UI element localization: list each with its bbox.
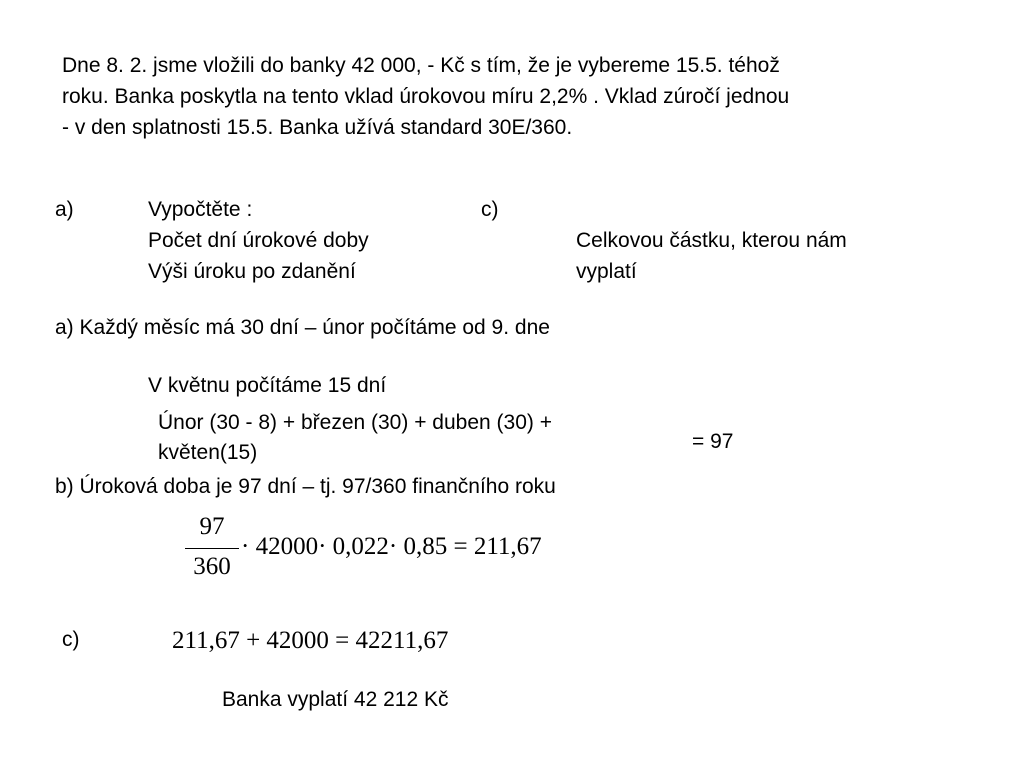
task-c-marker: c) <box>481 198 499 221</box>
solution-a-may-note: V květnu počítáme 15 dní <box>148 374 387 397</box>
problem-line-2: roku. Banka poskytla na tento vklad úrokovou míru 2,2% . Vklad zúročí jednou <box>62 85 790 108</box>
task-c-line-1: Celkovou částku, kterou nám <box>576 229 847 252</box>
solution-a-heading: a) Každý měsíc má 30 dní – únor počítáme od 9. dne <box>55 316 550 339</box>
solution-a-sum-line-2: květen(15) <box>158 441 258 464</box>
total-equation: 211,67 + 42000 = 42211,67 <box>172 627 449 654</box>
problem-line-1: Dne 8. 2. jsme vložili do banky 42 000, - Kč s tím, že je vybereme 15.5. téhož <box>62 54 780 77</box>
problem-line-3: - v den splatnosti 15.5. Banka užívá standard 30E/360. <box>62 116 573 139</box>
interest-equation: · 42000· 0,022· 0,85 = 211,67 <box>241 533 542 560</box>
task-a-heading: Vypočtěte : <box>148 198 253 221</box>
task-a-marker: a) <box>55 198 74 221</box>
solution-a-result: = 97 <box>692 430 734 453</box>
task-c-line-2: vyplatí <box>576 260 637 283</box>
final-answer: Banka vyplatí 42 212 Kč <box>222 688 449 711</box>
solution-c-marker: c) <box>62 628 80 651</box>
fraction-numerator: 97 <box>199 513 225 540</box>
task-a-item-interest: Výši úroku po zdanění <box>148 260 356 283</box>
solution-b-heading: b) Úroková doba je 97 dní – tj. 97/360 finančního roku <box>55 475 556 498</box>
fraction-bar <box>185 548 239 549</box>
problem-statement <box>62 50 789 143</box>
solution-a-sum-line-1: Únor (30 - 8) + březen (30) + duben (30) + <box>158 411 552 434</box>
fraction-denominator: 360 <box>193 553 231 580</box>
task-a-item-days: Počet dní úrokové doby <box>148 229 369 252</box>
